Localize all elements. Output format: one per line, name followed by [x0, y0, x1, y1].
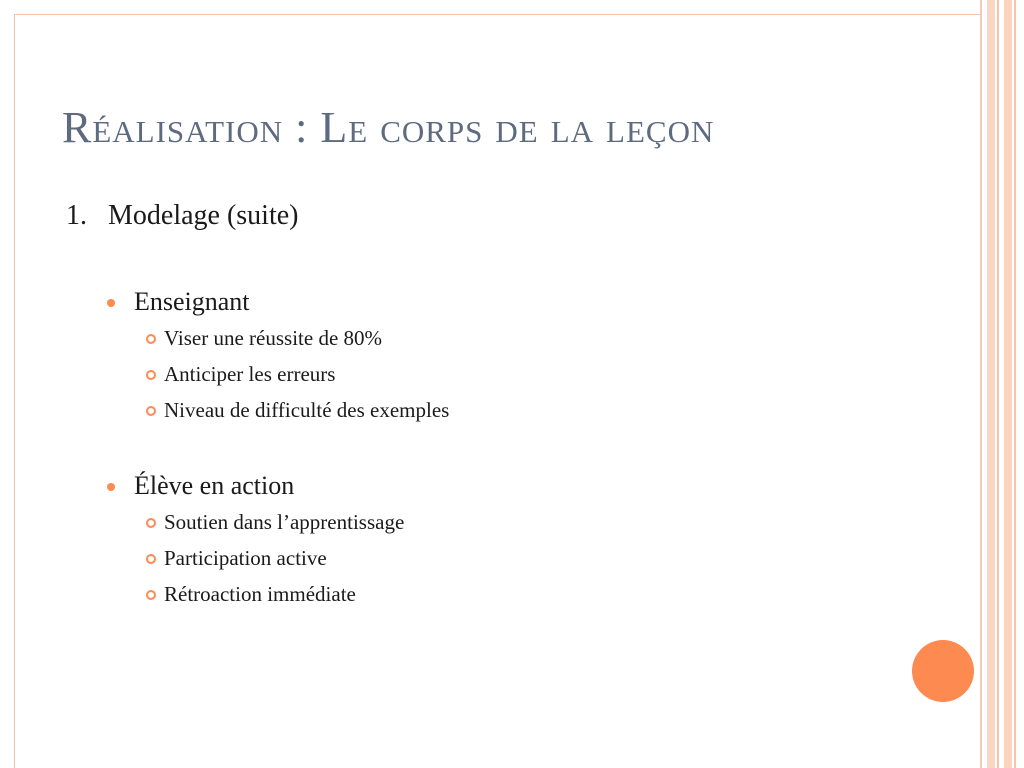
bullet-label: Élève en action [134, 471, 295, 500]
bullet-dot-icon [107, 483, 115, 491]
bullet-ring-icon [146, 370, 156, 380]
bullet-level2 [66, 504, 449, 540]
bullet-level1 [66, 468, 449, 504]
numbered-item [66, 196, 449, 236]
decorative-stripe [980, 0, 982, 768]
decorative-circle [912, 640, 974, 702]
bullet-label: Rétroaction immédiate [164, 582, 356, 606]
bullet-ring-icon [146, 334, 156, 344]
bullet-label: Enseignant [134, 287, 250, 316]
item-text: Modelage (suite) [108, 200, 299, 231]
item-number: 1. [66, 200, 87, 231]
bullet-label: Anticiper les erreurs [164, 362, 336, 386]
bullet-label: Viser une réussite de 80% [164, 326, 383, 350]
bullet-level2 [66, 540, 449, 576]
bullet-label: Participation active [164, 546, 327, 570]
decorative-stripe [987, 0, 995, 768]
bullet-ring-icon [146, 590, 156, 600]
bullet-label: Soutien dans l’apprentissage [164, 510, 405, 534]
slide-content [66, 196, 449, 612]
decorative-stripe [1004, 0, 1012, 768]
decorative-stripe [1014, 0, 1016, 768]
bullet-label: Niveau de difficulté des exemples [164, 398, 450, 422]
decorative-stripe [997, 0, 999, 768]
bullet-ring-icon [146, 406, 156, 416]
section-enseignant [66, 284, 449, 428]
bullet-ring-icon [146, 518, 156, 528]
bullet-ring-icon [146, 554, 156, 564]
bullet-level2 [66, 356, 449, 392]
bullet-level2 [66, 320, 449, 356]
bullet-level1 [66, 284, 449, 320]
bullet-level2 [66, 392, 449, 428]
slide-title: Réalisation : Le corps de la leçon [62, 103, 715, 152]
bullet-dot-icon [107, 299, 115, 307]
bullet-level2 [66, 576, 449, 612]
section-eleve-en-action [66, 468, 449, 612]
